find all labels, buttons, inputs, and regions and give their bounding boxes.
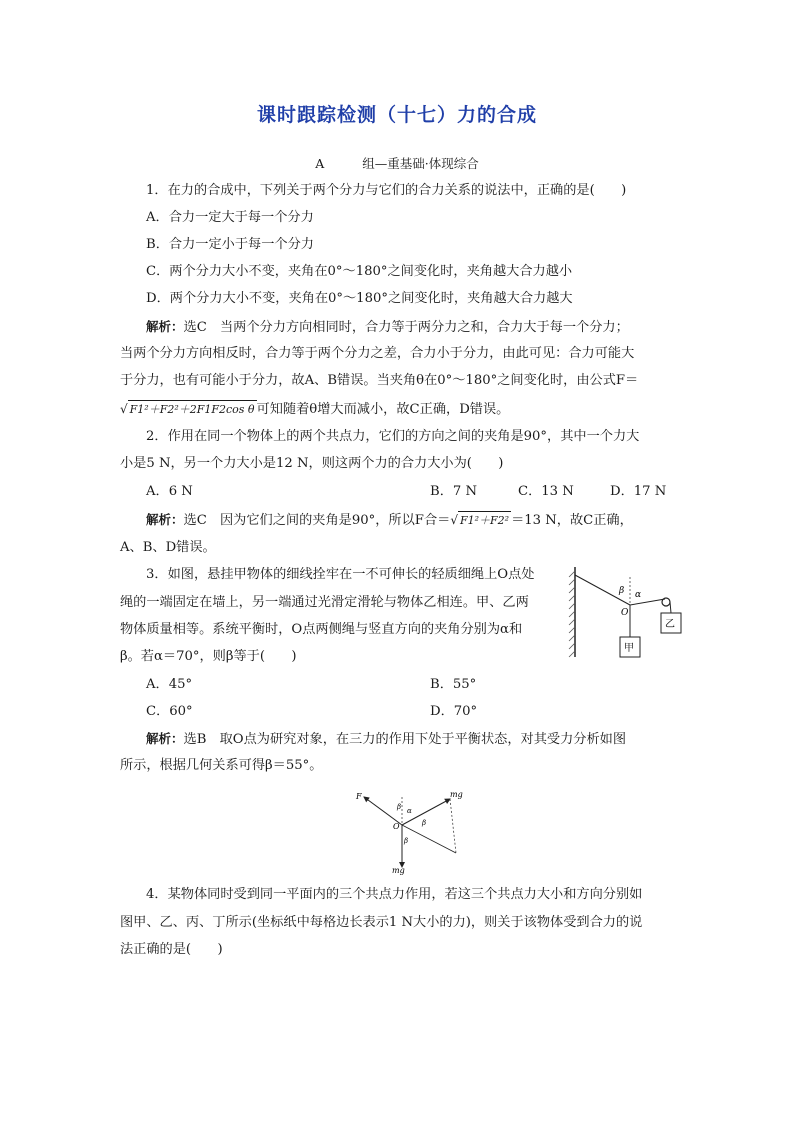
q3-option-c: C．60° [146, 704, 193, 719]
q3-stem-line2: 绳的一端固定在墙上，另一端通过光滑定滑轮与物体乙相连。甲、乙两 [120, 595, 529, 610]
q3-explanation-line1: 解析：选B 取O点为研究对象，在三力的作用下处于平衡状态，对其受力分析如图 [146, 731, 627, 747]
q2-option-a: A．6 N [146, 484, 193, 499]
fig2-beta2-label: β [422, 819, 427, 827]
q2-stem-line1: 2．作用在同一个物体上的两个共点力，它们的方向之间的夹角是90°，其中一个力大 [146, 429, 640, 444]
fig1-jia-label: 甲 [624, 643, 634, 654]
q1-option-b: B．合力一定小于每一个分力 [146, 237, 314, 252]
fig2-beta1-label: β [397, 803, 402, 811]
q1-option-d: D．两个分力大小不变，夹角在0°～180°之间变化时，夹角越大合力越大 [146, 291, 573, 306]
q1-explanation-line3: 于分力，也有可能小于分力，故A、B错误。当夹角θ在0°～180°之间变化时，由公式F＝ [120, 373, 639, 388]
fig2-beta3-label: β [404, 837, 409, 845]
q4-stem-line1: 4．某物体同时受到同一平面内的三个共点力作用，若这三个共点力大小和方向分别如 [146, 887, 643, 902]
q2-explanation-line2: A、B、D错误。 [120, 540, 216, 555]
fig1-beta-label: β [619, 586, 625, 596]
fig2-mg-bottom-label: mg [392, 866, 405, 875]
q1-explanation-line2: 当两个分力方向相反时，合力等于两个分力之差，合力小于分力，由此可见：合力可能大 [120, 346, 635, 361]
q3-stem-line3: 物体质量相等。系统平衡时，O点两侧绳与竖直方向的夹角分别为α和 [120, 622, 523, 637]
q4-stem-line3: 法正确的是( ) [120, 942, 223, 957]
fig1-o-label: O [621, 608, 629, 618]
section-heading [0, 154, 794, 172]
q1-formula: F1²＋F2²＋2F1F2cos θ [128, 400, 257, 419]
fig2-mg-top-label: mg [450, 790, 463, 799]
q3-explanation-line2: 所示，根据几何关系可得β＝55°。 [120, 758, 323, 773]
q3-explanation-label: 解析： [146, 731, 184, 746]
section-text: 组—重基础·体现综合 [362, 156, 479, 171]
q1-explanation-line4: √ F1²＋F2²＋2F1F2cos θ 可知随着θ增大而减小，故C正确，D错误。 [120, 402, 510, 417]
q3-option-a: A．45° [146, 677, 193, 692]
q3-option-d: D．70° [430, 704, 478, 719]
q3-stem-line4: β。若α＝70°，则β等于( ) [120, 649, 297, 664]
q4-stem-line2: 图甲、乙、丙、丁所示(坐标纸中每格边长表示1 N大小的力)，则关于该物体受到合力的说 [120, 915, 643, 930]
q2-stem-line2: 小是5 N，另一个力大小是12 N，则这两个力的合力大小为( ) [120, 456, 504, 471]
q2-explanation-line1: 解析：选C 因为它们之间的夹角是90°，所以F合＝√ F1²＋F2² ＝13 N，故C正确， [146, 512, 633, 528]
q3-stem-line1: 3．如图，悬挂甲物体的细线拴牢在一不可伸长的轻质细绳上O点处 [146, 567, 535, 582]
q1-option-c: C．两个分力大小不变，夹角在0°～180°之间变化时，夹角越大合力越小 [146, 264, 573, 279]
fig1-alpha-label: α [635, 590, 642, 600]
q1-option-a: A．合力一定大于每一个分力 [146, 210, 314, 225]
page-title: 课时跟踪检测（十七）力的合成 [256, 104, 537, 126]
q2-explanation-label: 解析： [146, 512, 184, 527]
q3-option-b: B．55° [430, 677, 477, 692]
fig2-alpha-label: α [407, 807, 412, 815]
q2-option-d: D．17 N [610, 484, 667, 499]
fig2-f-label: F [356, 792, 362, 801]
q1-explanation-line1: 解析：选C 当两个分力方向相同时，合力等于两分力之和，合力大于每一个分力； [146, 319, 629, 335]
q2-option-b: B．7 N [430, 484, 477, 499]
q2-option-c: C．13 N [518, 484, 574, 499]
q3-force-diagram [350, 785, 470, 875]
fig1-yi-label: 乙 [665, 619, 675, 630]
q2-formula: F1²＋F2² [458, 511, 511, 530]
fig2-o-label: O [393, 822, 400, 831]
q1-stem: 1．在力的合成中，下列关于两个分力与它们的合力关系的说法中，正确的是( ) [146, 183, 627, 198]
section-label: A [315, 156, 325, 171]
q3-setup-figure [565, 565, 685, 665]
q1-explanation-label: 解析： [146, 319, 184, 334]
